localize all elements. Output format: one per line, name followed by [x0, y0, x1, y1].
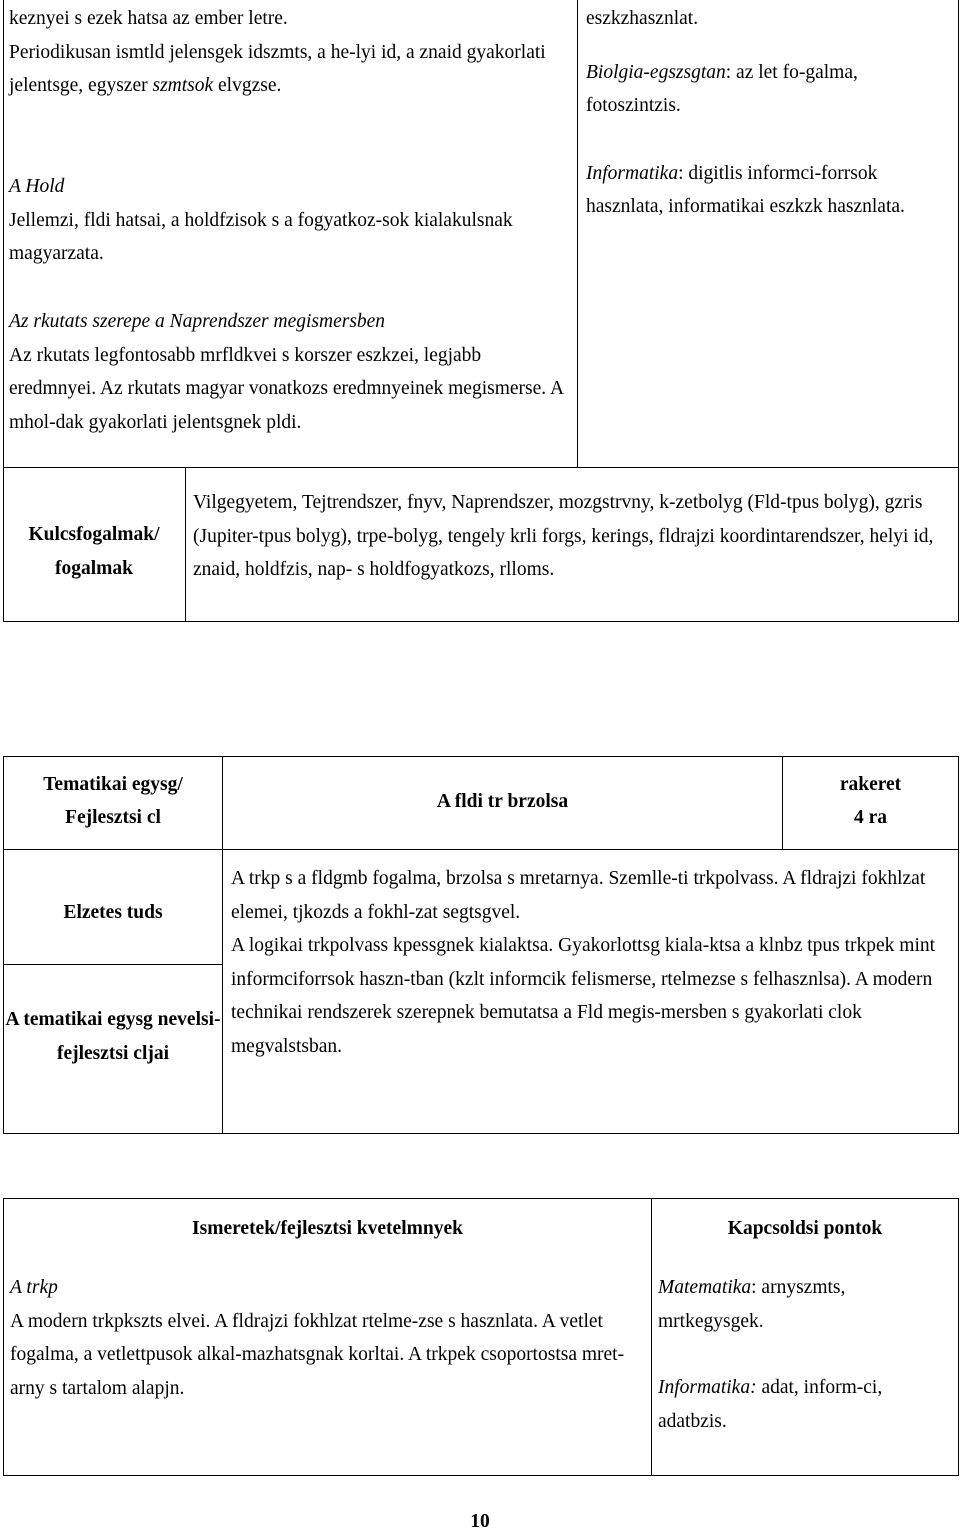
map-title: A trkp — [10, 1277, 58, 1298]
unit-goals-label: A tematikai egysg nevelsi-fejlesztsi cljai — [5, 1009, 221, 1064]
map-section — [10, 1271, 638, 1405]
informatics2-label: Informatika: — [658, 1377, 757, 1398]
table2-left-divider — [3, 964, 223, 965]
prior-knowledge-text: A trkp s a fldgmb fogalma, brzolsa s mretarnya. Szemlle-ti trkpolvass. A fldrajzi fokhlzat elemei, tjkozds a fokhl-zat segtsgvel. — [231, 868, 926, 923]
table2-header-divider — [3, 849, 959, 850]
table1-col-divider — [577, 0, 578, 468]
table1-left-content — [9, 2, 569, 103]
consequences-text: keznyei s ezek hatsa az ember letre. — [9, 8, 288, 29]
hours-block — [783, 768, 958, 834]
requirements-header: Ismeretek/fejlesztsi kvetelmnyek — [192, 1218, 463, 1239]
key-concepts-text: Vilgegyetem, Tejtrendszer, fnyv, Naprendszer, mozgstrvny, k-zetbolyg (Fld-tpus bolyg), gzris (Jupiter-tpus bolyg), trpe-bolyg, tengely krli forgs, kerings, fldrajzi koordintarendszer, helyi id, znaid, holdfzis, nap- s holdfogyatkozs, rlloms. — [193, 492, 934, 580]
space-research-text: Az rkutats legfontosabb mrfldkvei s korszer eszkzei, legjabb eredmnyei. Az rkutats magyar vonatkozs eredmnyeinek megismerse. A mhol-dak gyakorlati jelentsgnek pldi. — [9, 344, 563, 433]
hold-title: A Hold — [9, 176, 65, 197]
hours-label: rakeret — [839, 774, 902, 795]
table1-row-divider — [3, 467, 959, 468]
periodic-italic: szmtsok — [152, 75, 214, 96]
informatics2-paragraph — [658, 1371, 950, 1438]
connection-points-header: Kapcsoldsi pontok — [727, 1218, 883, 1239]
prior-knowledge-label: Elzetes tuds — [63, 902, 163, 923]
periodic-tail: elvgzse. — [213, 75, 282, 96]
map-text: A modern trkpkszts elvei. A fldrajzi fokhlzat rtelme-zse s hasznlata. A vetlet fogalma, a vetlettpusok alkal-mazhatsgnak korltai. A trkpek csoportostsa mret-arny s tartalom alapjn. — [10, 1310, 625, 1399]
informatics2-text: adat, inform-ci, adatbzis. — [658, 1377, 883, 1432]
periodic-paragraph — [9, 36, 569, 103]
page-number: 10 — [470, 1511, 490, 1532]
biology-label: Biolgia-egszsgtan — [586, 61, 726, 83]
connections-content — [658, 1271, 950, 1438]
key-concepts-label: Kulcsfogalmak/ fogalmak — [28, 524, 160, 579]
periodic-text: Periodikusan ismtld jelensgek idszmts, a he-lyi id, a znaid gyakorlati jelentsge, egyszer — [9, 41, 546, 96]
table2-right-content — [231, 862, 951, 1063]
informatics-label: Informatika — [586, 162, 679, 184]
hold-section — [9, 170, 569, 271]
unit-label: Tematikai egysg/ Fejlesztsi cl — [43, 774, 183, 828]
tool-use-text: eszkzhasznlat. — [586, 8, 699, 29]
math-label: Matematika — [658, 1277, 752, 1298]
biology-text: : az let fo-galma, fotoszintzis. — [586, 61, 858, 116]
informatics-paragraph — [586, 157, 941, 224]
informatics-text: : digitlis informci-forrsok hasznlata, informatikai eszkzk hasznlata. — [586, 162, 905, 217]
biology-paragraph — [586, 56, 941, 123]
unit-goals-text: A logikai trkpolvass kpessgnek kialaktsa. Gyakorlottsg kiala-ktsa a klnbz tpus trkpek mint informciforrsok haszn-tban (kzlt informcik felismerse, rtelmezse s felhasznlsa). A modern technikai rendszerek szerepnek bemutatsa a Fld megis-mersben s gyakorlati clok megvalstsban. — [231, 935, 936, 1057]
table1-right-content — [586, 2, 941, 224]
math-paragraph — [658, 1271, 950, 1338]
hold-text: Jellemzi, fldi hatsai, a holdfzisok s a fogyatkoz-sok kialakulsnak magyarzata. — [9, 209, 513, 264]
space-research-title: Az rkutats szerepe a Naprendszer megismersben — [9, 311, 386, 332]
unit-title: A fldi tr brzolsa — [436, 791, 569, 812]
math-text: : arnyszmts, mrtkegysgek. — [658, 1277, 846, 1332]
table1-key-divider — [185, 467, 186, 622]
hours-value: 4 ra — [853, 807, 888, 828]
space-research-section — [9, 305, 569, 439]
